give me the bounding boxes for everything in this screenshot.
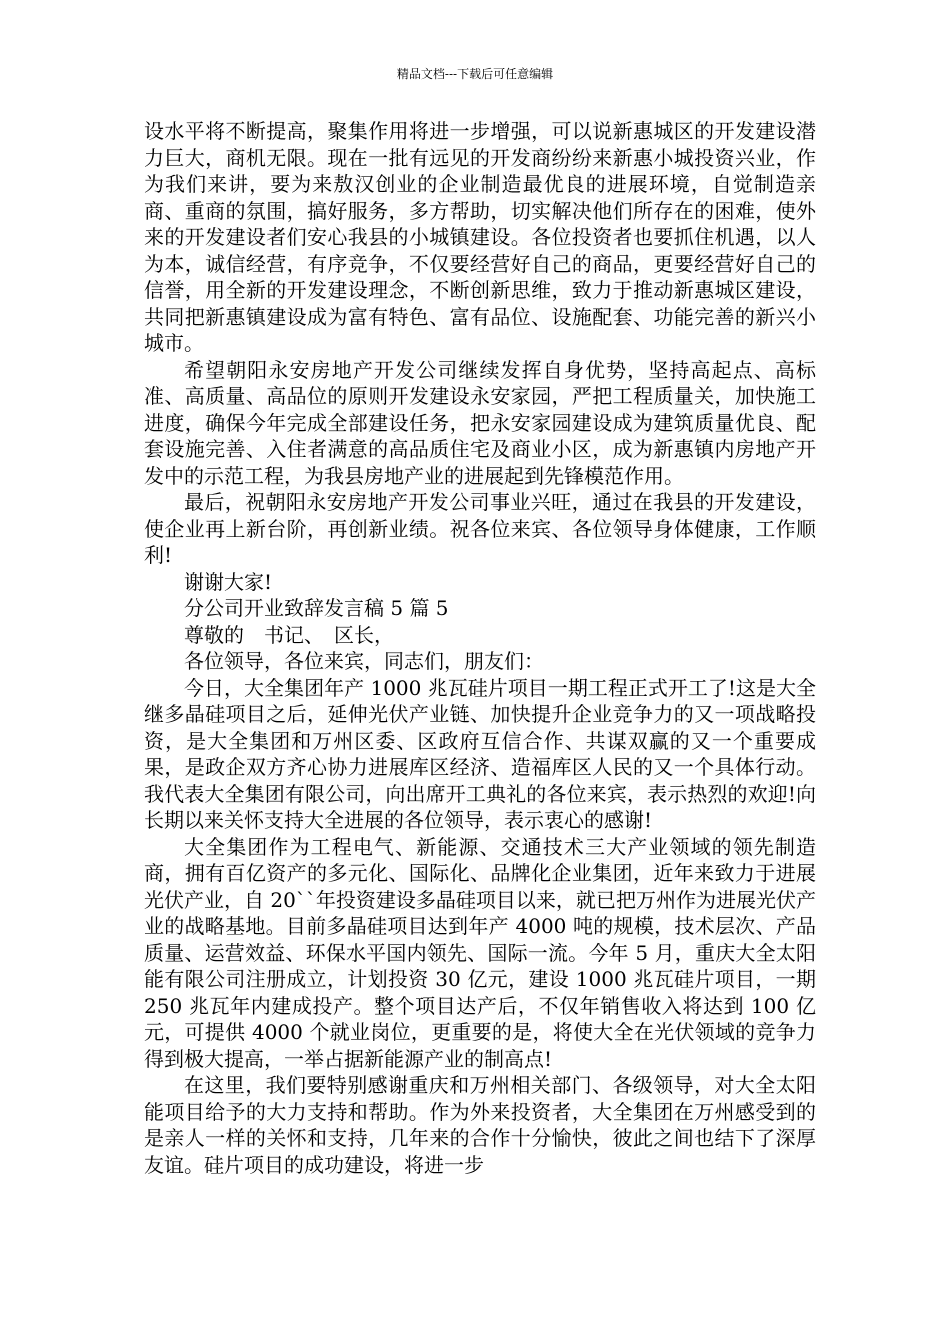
section-title: 分公司开业致辞发言稿 5 篇 5 bbox=[184, 596, 449, 620]
document-body bbox=[144, 118, 816, 1178]
salutation-2: 各位领导，各位来宾，同志们，朋友们： bbox=[184, 649, 544, 673]
paragraph-4: 今日，大全集团年产 1000 兆瓦硅片项目一期工程正式开工了!这是大全继多晶硅项目之后，延伸光伏产业链、加快提升企业竞争力的又一项战略投资，是大全集团和万州区委、区政府互信合作、共谋双赢的又一个重要成果，是政企双方齐心协力进展库区经济、造福库区人民的又一个具体行动。我代表大全集团有限公司，向出席开工典礼的各位来宾，表示热烈的欢迎!向长期以来关怀支持大全进展的各位领导，表示衷心的感谢! bbox=[144, 675, 816, 832]
paragraph-thanks: 谢谢大家! bbox=[184, 569, 273, 594]
paragraph-5: 大全集团作为工程电气、新能源、交通技术三大产业领域的领先制造商，拥有百亿资产的多元化、国际化、品牌化企业集团，近年来致力于进展光伏产业，自 20``年投资建设多晶硅项目以来，就已把万州作为进展光伏产业的战略基地。目前多晶硅项目达到年产 4000 吨的规模，技术层次、产品质量、运营效益、环保水平国内领先、国际一流。今年 5 月，重庆大全太阳能有限公司注册成立，计划投资 30 亿元，建设 1000 兆瓦硅片项目，一期 250 兆瓦年内建成投产。整个项目达产后，不仅年销售收入将达到 100 亿元，可提供 4000 个就业岗位，更重要的是，将使大全在光伏领域的竞争力得到极大提高，一举占据新能源产业的制高点! bbox=[144, 834, 816, 1071]
page-header: 精品文档---下载后可任意编辑 bbox=[396, 67, 554, 81]
paragraph-2: 希望朝阳永安房地产开发公司继续发挥自身优势，坚持高起点、高标准、高质量、高品位的原则开发建设永安家园，严把工程质量关，加快施工进度，确保今年完成全部建设任务，把永安家园建设成为建筑质量优良、配套设施完善、入住者满意的高品质住宅及商业小区，成为新惠镇内房地产开发中的示范工程，为我县房地产业的进展起到先锋模范作用。 bbox=[144, 357, 816, 488]
paragraph-3: 最后，祝朝阳永安房地产开发公司事业兴旺，通过在我县的开发建设，使企业再上新台阶，再创新业绩。祝各位来宾、各位领导身体健康，工作顺利! bbox=[144, 490, 816, 567]
paragraph-1: 设水平将不断提高，聚集作用将进一步增强，可以说新惠城区的开发建设潜力巨大，商机无限。现在一批有远见的开发商纷纷来新惠小城投资兴业，作为我们来讲，要为来敖汉创业的企业制造最优良的进展环境，自觉制造亲商、重商的氛围，搞好服务，多方帮助，切实解决他们所存在的困难，使外来的开发建设者们安心我县的小城镇建设。各位投资者也要抓住机遇，以人为本，诚信经营，有序竞争，不仅要经营好自己的商品，更要经营好自己的信誉，用全新的开发建设理念，不断创新思维，致力于推动新惠城区建设，共同把新惠镇建设成为富有特色、富有品位、设施配套、功能完善的新兴小城市。 bbox=[144, 119, 816, 355]
paragraph-6: 在这里，我们要特别感谢重庆和万州相关部门、各级领导，对大全太阳能项目给予的大力支持和帮助。作为外来投资者，大全集团在万州感受到的是亲人一样的关怀和支持，几年来的合作十分愉快，彼此之间也结下了深厚友谊。硅片项目的成功建设，将进一步 bbox=[144, 1073, 816, 1177]
salutation-1: 尊敬的 书记、 区长， bbox=[184, 622, 394, 647]
